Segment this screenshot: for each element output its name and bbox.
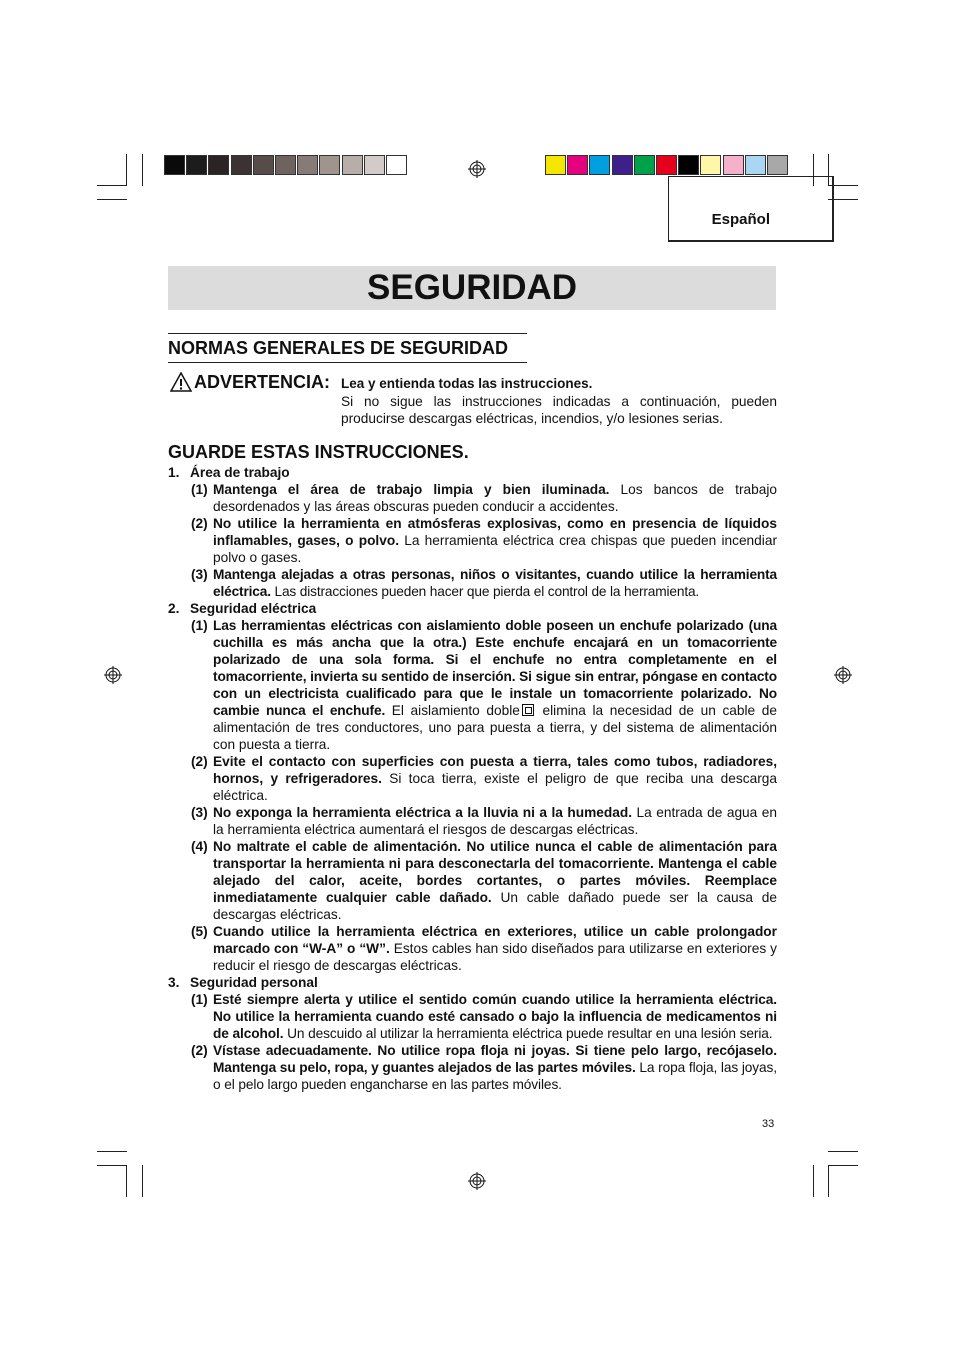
color-swatch (634, 155, 655, 175)
page-number: 33 (762, 1118, 775, 1130)
list-item: (1) Esté siempre alerta y utilice el sentido común cuando utilice la herramienta eléctrica. No utilice la herramienta cuando esté cansado o bajo la influencia de medicamentos ni de alcohol. Un descuido al utilizar la herramienta eléctrica puede resultar en una lesión seria. (191, 992, 777, 1041)
list-item: (2) Evite el contacto con superficies con puesta a tierra, tales como tubos, radiadores, hornos, y refrigeradores. Si toca tierra, existe el peligro de que reciba una descarga eléctrica. (191, 754, 777, 803)
color-swatch (386, 155, 407, 175)
registration-target-icon (468, 160, 486, 178)
color-swatch (164, 155, 185, 175)
color-swatch (767, 155, 788, 175)
color-swatch (745, 155, 766, 175)
color-swatch (364, 155, 385, 175)
language-label: Español (711, 211, 770, 228)
list-item: (4) No maltrate el cable de alimentación. No utilice nunca el cable de alimentación para transportar la herramienta ni para desconectarla del tomacorriente. Mantenga el cable alejado del calor, aceite, bordes cortantes, o partes móviles. Reemplace inmediatamente cualquier cable dañado. Un cable dañado puede ser la causa de descargas eléctricas. (191, 839, 777, 922)
color-swatch (723, 155, 744, 175)
list-item: (2) Vístase adecuadamente. No utilice ropa floja ni joyas. Si tiene pelo largo, recójaselo. Mantenga su pelo, ropa, y guantes alejados de las partes móviles. La ropa floja, las joyas, o el pelo largo pueden engancharse en las partes móviles. (191, 1043, 777, 1092)
color-swatch (589, 155, 610, 175)
list-item: (2) No utilice la herramienta en atmósferas explosivas, como en presencia de líquidos inflamables, gases, o polvo. La herramienta eléctrica crea chispas que pueden incendiar polvo o gases. (191, 516, 777, 565)
safety-rules-list (168, 464, 777, 1093)
warning-label: ADVERTENCIA: (194, 372, 331, 392)
page-title: SEGURIDAD (367, 268, 578, 307)
color-swatch (567, 155, 588, 175)
color-swatch (678, 155, 699, 175)
color-swatch (342, 155, 363, 175)
color-swatch (319, 155, 340, 175)
registration-target-icon (834, 666, 852, 684)
color-swatch (297, 155, 318, 175)
color-swatch (656, 155, 677, 175)
list-item: (3) No exponga la herramienta eléctrica a la lluvia ni a la humedad. La entrada de agua en la herramienta eléctrica aumentará el riesgos de descargas eléctricas. (191, 805, 777, 837)
color-swatch (253, 155, 274, 175)
list-item: (3) Mantenga alejadas a otras personas, niños o visitantes, cuando utilice la herramienta eléctrica. Las distracciones pueden hacer que pierda el control de la herramienta. (191, 567, 777, 599)
color-swatch (612, 155, 633, 175)
color-swatch (186, 155, 207, 175)
color-swatch (231, 155, 252, 175)
double-insulation-icon (522, 704, 534, 716)
list-item: (5) Cuando utilice la herramienta eléctrica en exteriores, utilice un cable prolongador marcado con “W-A” o “W”. Estos cables han sido diseñados para utilizarse en exteriores y reducir el riesgo de descargas eléctricas. (191, 924, 777, 973)
section-title: 2. Seguridad eléctrica (168, 601, 317, 616)
warning-bold-line: Lea y entienda todas las instrucciones. (341, 376, 593, 391)
section-title: 1. Área de trabajo (168, 465, 290, 480)
color-swatch (208, 155, 229, 175)
warning-text: Si no sigue las instrucciones indicadas a continuación, pueden producirse descargas eléctricas, incendios, y/o lesiones serias. (341, 394, 777, 426)
color-swatch (700, 155, 721, 175)
registration-target-icon (104, 666, 122, 684)
heading-rule-bottom (168, 362, 527, 363)
registration-target-icon (468, 1172, 486, 1190)
list-item: (1) Mantenga el área de trabajo limpia y bien iluminada. Los bancos de trabajo desordenados y las áreas obscuras pueden conducir a accidentes. (191, 482, 777, 514)
save-instructions-heading: GUARDE ESTAS INSTRUCCIONES. (168, 442, 469, 462)
heading-rule-top (168, 333, 527, 334)
section-heading: NORMAS GENERALES DE SEGURIDAD (168, 338, 509, 358)
list-item: (1) Las herramientas eléctricas con aislamiento doble poseen un enchufe polarizado (una cuchilla es más ancha que la otra.) Este enchufe encajará en un tomacorriente polarizado de una sola forma. Si el enchufe no entra completamente en el tomacorriente, invierta su sentido de inserción. Si sigue sin entrar, póngase en contacto con un electricista cualificado para que le instale un tomacorriente polarizado. No cambie nunca el enchufe. El aislamiento doble elimina la necesidad de un cable de alimentación de tres conductores, uno para puesta a tierra, y del sistema de alimentación con puesta a tierra. (191, 618, 778, 752)
color-swatch (275, 155, 296, 175)
language-tab (668, 176, 834, 242)
color-swatch (545, 155, 566, 175)
section-title: 3. Seguridad personal (168, 975, 318, 990)
warning-triangle-icon (170, 372, 192, 392)
